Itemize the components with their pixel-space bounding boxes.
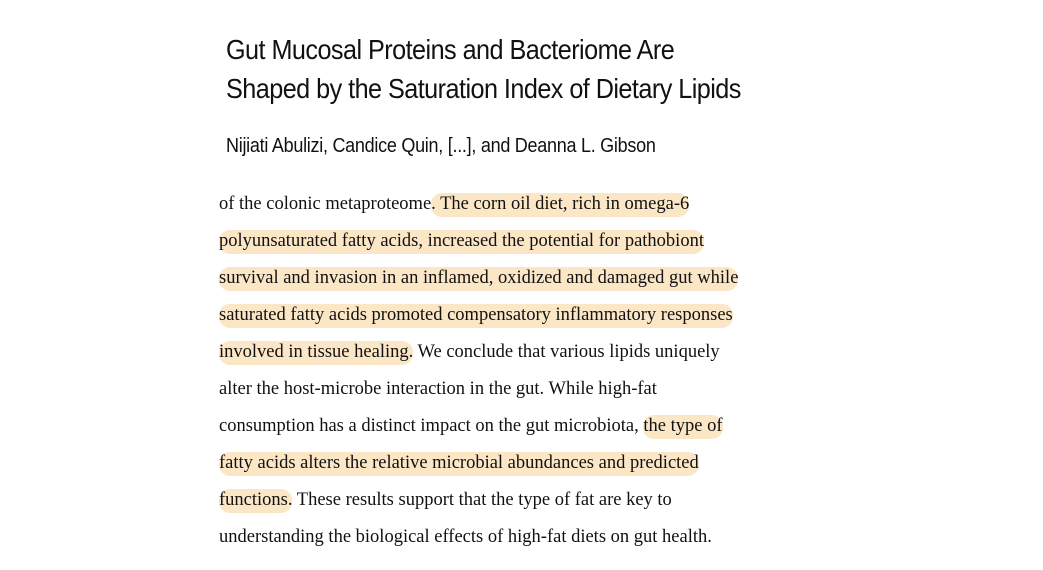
title-line: Shaped by the Saturation Index of Dietary Lipids	[226, 73, 741, 104]
highlighted-text[interactable]: functions.	[219, 489, 292, 513]
abstract-line	[219, 186, 819, 223]
abstract-line	[219, 408, 819, 445]
highlighted-text[interactable]: polyunsaturated fatty acids, increased the potential for pathobiont	[219, 230, 704, 254]
abstract-line	[219, 297, 819, 334]
plain-text: understanding the biological effects of high-fat diets on gut health.	[219, 527, 712, 547]
title-line: Gut Mucosal Proteins and Bacteriome Are	[226, 34, 675, 65]
plain-text: consumption has a distinct impact on the gut microbiota,	[219, 416, 644, 436]
highlighted-text[interactable]: survival and invasion in an inflamed, oxidized and damaged gut while	[219, 267, 738, 291]
author-list: Nijiati Abulizi, Candice Quin, [...], and Deanna L. Gibson	[226, 135, 656, 157]
highlighted-text[interactable]: saturated fatty acids promoted compensatory inflammatory responses	[219, 304, 733, 328]
abstract-text	[219, 186, 819, 556]
plain-text: These results support that the type of fat are key to	[292, 490, 672, 510]
highlighted-text[interactable]: involved in tissue healing.	[219, 341, 413, 365]
abstract-line	[219, 519, 819, 556]
abstract-line	[219, 482, 819, 519]
plain-text: alter the host-microbe interaction in the gut. While high-fat	[219, 379, 657, 399]
abstract-line	[219, 260, 819, 297]
abstract-line	[219, 445, 819, 482]
plain-text: We conclude that various lipids uniquely	[413, 342, 720, 362]
abstract-line	[219, 223, 819, 260]
highlighted-text[interactable]: . The corn oil diet, rich in omega-6	[431, 193, 689, 217]
highlighted-text[interactable]: the type of	[643, 415, 722, 439]
article-title	[226, 30, 741, 108]
highlighted-text[interactable]: fatty acids alters the relative microbial abundances and predicted	[219, 452, 699, 476]
abstract-line	[219, 371, 819, 408]
abstract-line	[219, 334, 819, 371]
plain-text: of the colonic metaproteome	[219, 194, 432, 214]
